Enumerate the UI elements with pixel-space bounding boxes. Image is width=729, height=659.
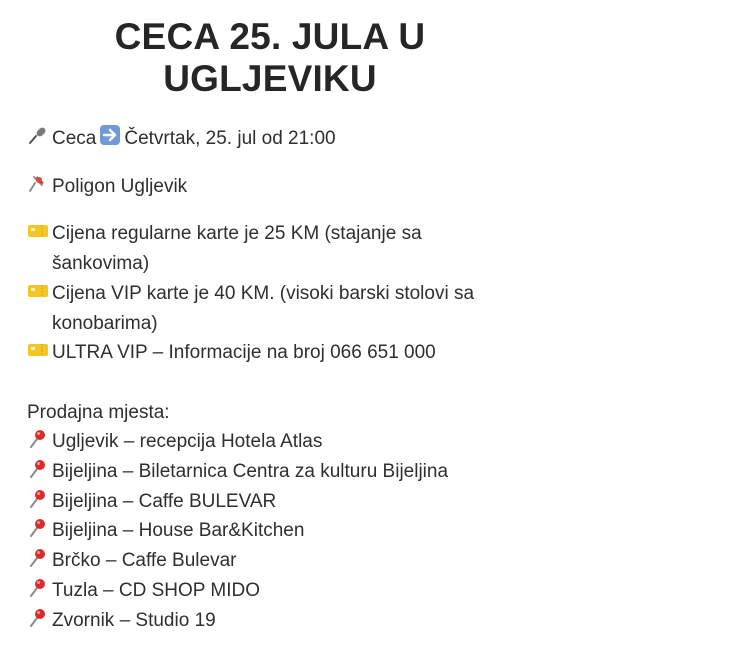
sales-location-item: [27, 516, 507, 546]
pushpin-icon: [27, 173, 49, 195]
sales-location-item: [27, 606, 507, 636]
ticket-line-vip: [27, 279, 507, 338]
sales-location-item: [27, 427, 507, 457]
sales-location-text: Brčko – Caffe Bulevar: [52, 550, 237, 572]
sales-location-item: [27, 487, 507, 517]
right-arrow-icon: [99, 124, 121, 146]
ticket-icon: [27, 220, 49, 242]
sales-location-text: Bijeljina – Caffe BULEVAR: [52, 490, 277, 512]
sales-location-item: [27, 576, 507, 606]
sales-location-item: [27, 546, 507, 576]
sales-locations-list: [27, 427, 507, 635]
microphone-icon: [27, 125, 49, 147]
ticket-icon: [27, 339, 49, 361]
performer-line: [27, 124, 507, 154]
ticket-line-regular: [27, 219, 507, 278]
round-pushpin-icon: [27, 458, 49, 480]
round-pushpin-icon: [27, 428, 49, 450]
round-pushpin-icon: [27, 607, 49, 629]
round-pushpin-icon: [27, 547, 49, 569]
sales-location-text: Tuzla – CD SHOP MIDO: [52, 579, 260, 601]
ticket-icon: [27, 280, 49, 302]
sales-heading: Prodajna mjesta:: [27, 401, 170, 423]
sales-heading-line: [27, 398, 507, 428]
venue-name: Poligon Ugljevik: [52, 175, 188, 197]
performer-name: Ceca: [52, 128, 97, 149]
article-content: [27, 124, 507, 635]
ticket-line-ultra-vip: [27, 338, 507, 368]
event-date-time: Četvrtak, 25. jul od 21:00: [124, 128, 336, 149]
article-title: CECA 25. JULA U UGLJEVIKU: [114, 16, 426, 99]
sales-location-text: Ugljevik – recepcija Hotela Atlas: [52, 431, 323, 453]
sales-location-text: Bijeljina – Biletarnica Centra za kulturu Bijeljina: [52, 461, 449, 483]
sales-location-text: Zvornik – Studio 19: [52, 609, 216, 631]
round-pushpin-icon: [27, 577, 49, 599]
regular-ticket-price: Cijena regularne karte je 25 KM (stajanje sa šankovima): [52, 223, 422, 275]
sales-location-item: [27, 457, 507, 487]
vip-ticket-price: Cijena VIP karte je 40 KM. (visoki barski stolovi sa konobarima): [52, 282, 475, 334]
venue-line: [27, 172, 507, 202]
ultra-vip-info: ULTRA VIP – Informacije na broj 066 651 000: [52, 342, 436, 364]
round-pushpin-icon: [27, 488, 49, 510]
round-pushpin-icon: [27, 517, 49, 539]
sales-location-text: Bijeljina – House Bar&Kitchen: [52, 520, 305, 542]
